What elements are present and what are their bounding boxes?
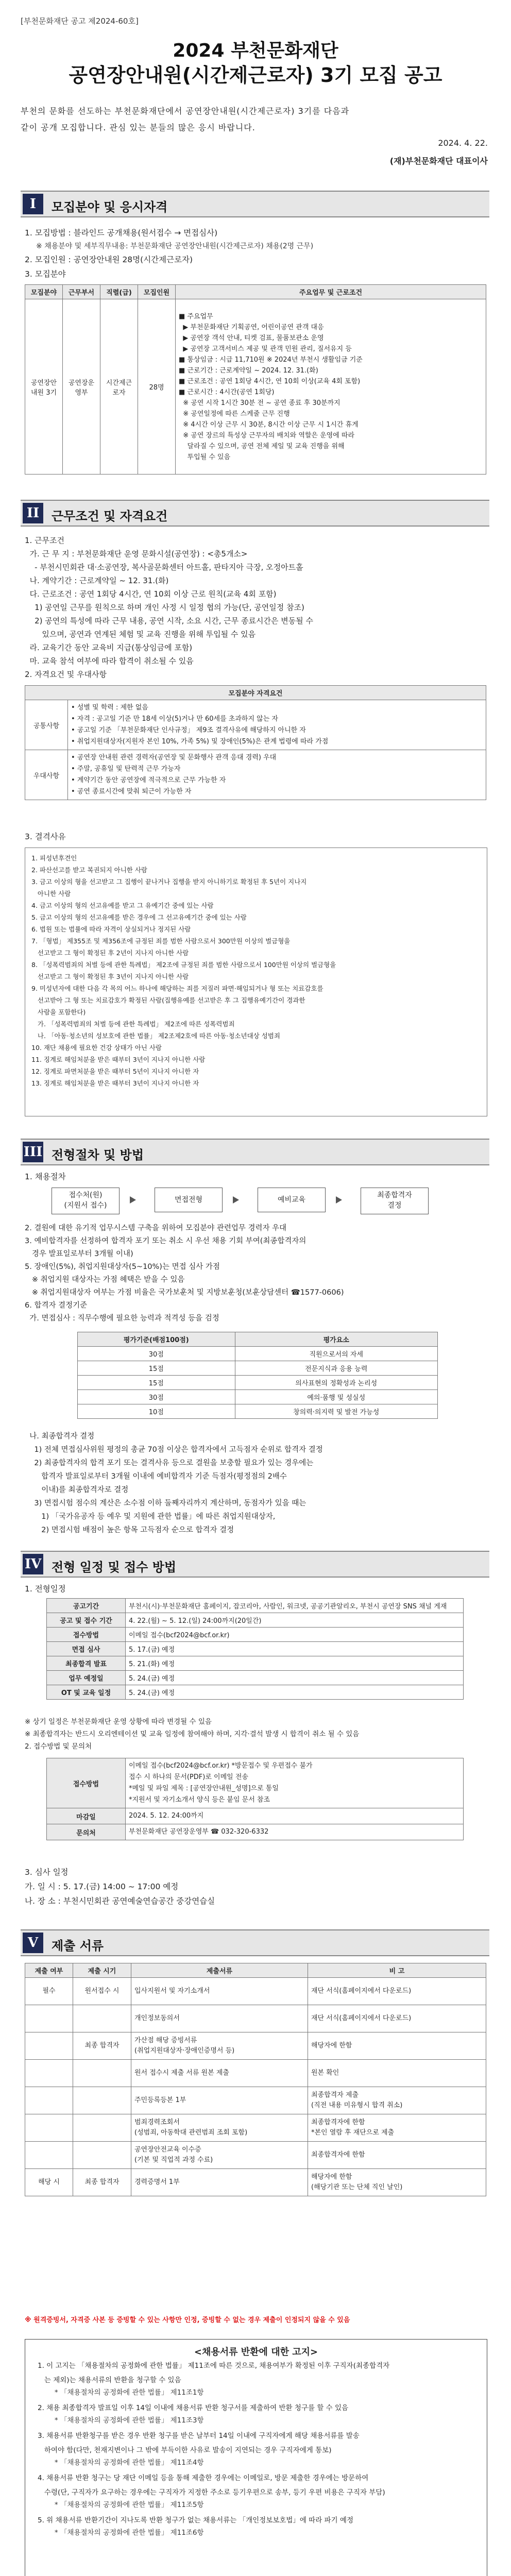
disq-item: 12. 징계로 파면처분을 받은 때부터 5년이 지나지 아니한 자 bbox=[31, 1067, 199, 1075]
intro-line2: 같이 공개 모집합니다. 관심 있는 분들의 많은 응시 바랍니다. bbox=[21, 123, 256, 132]
document-row bbox=[25, 2142, 486, 2169]
decision-line: 2) 면접시험 배점이 높은 항목 고득점자 순으로 합격자 결정 bbox=[25, 1526, 234, 1534]
schedule-row bbox=[47, 1685, 464, 1700]
schedule-label: 면접 심사 bbox=[47, 1642, 126, 1656]
schedule-row bbox=[47, 1613, 464, 1628]
documents-table bbox=[25, 1963, 486, 2196]
duty-line: 투입될 수 있음 bbox=[179, 453, 231, 461]
notice-line: 2. 채용 최종합격자 발표일 이후 14일 이내에 채용서류 반환 청구서를 제출하여 반환 청구를 할 수 있음 bbox=[38, 2404, 349, 2412]
cell-field: 공연장안내원 3기 bbox=[25, 299, 63, 474]
condition-line: 다. 근로조건 : 공연 1회당 4시간, 연 10회 이상 근로 원칙(교육 4회 포함) bbox=[25, 589, 277, 599]
document-row bbox=[25, 2087, 486, 2114]
notice-box bbox=[25, 2339, 487, 2576]
disq-item: 13. 징계로 해임처분을 받은 때부터 3년이 지나지 아니한 자 bbox=[31, 1079, 199, 1087]
qual-label-pref: 우대사항 bbox=[25, 750, 68, 800]
doc-th-required: 제출 여부 bbox=[25, 1963, 73, 1978]
document-cell: 최종합격자에 한함 *본인 열람 후 재단으로 제출 bbox=[308, 2114, 486, 2142]
decision-line: 1) 전체 면접심사위원 평정의 총균 70점 이상은 합격자에서 고득점자 순위로 합격자 결정 bbox=[25, 1446, 323, 1454]
receive-label: 접수방법 bbox=[47, 1758, 126, 1808]
qual-pref-items bbox=[68, 750, 486, 800]
qual-item: • 계약기간 동안 공연장에 적극적으로 근무 가능한 자 bbox=[71, 776, 226, 784]
duty-line: ▶ 공연장 고객서비스 제공 및 관객 민원 관리, 질서유지 등 bbox=[179, 345, 352, 353]
document-row bbox=[25, 1978, 486, 2005]
notice-title: <채용서류 반환에 대한 고지> bbox=[194, 2347, 318, 2358]
decision-line: 이내)를 최종합격자로 결정 bbox=[25, 1486, 129, 1494]
process-line: 3. 예비합격자를 선정하여 합격자 포기 또는 취소 시 우선 채용 기회 부여(최종합격자의 bbox=[25, 1237, 306, 1245]
receive-label: 마감일 bbox=[47, 1808, 126, 1824]
schedule-note: ※ 최종합격자는 반드시 오리엔테이션 및 교육 일정에 참여해야 하며, 지각·결석 발생 시 합격이 취소 될 수 있음 bbox=[25, 1730, 360, 1738]
schedule-row bbox=[47, 1628, 464, 1642]
section-title: 전형절차 및 방법 bbox=[52, 1148, 144, 1162]
qual-item: • 공연 종료시간에 맞춰 퇴근이 가능한 자 bbox=[71, 788, 192, 795]
condition-line: 2) 공연의 특성에 따라 근무 내용, 공연 시작, 소요 시간, 근무 종료시간은 변동될 수 bbox=[25, 616, 313, 625]
schedule-row bbox=[47, 1656, 464, 1671]
process-line: ※ 취업지원대상자 여부는 가점 비율은 국가보훈처 및 지방보훈청(보훈상담센터 ☎1577-0606) bbox=[25, 1289, 344, 1297]
schedule-value: 이메일 접수(bcf2024@bcf.or.kr) bbox=[126, 1628, 464, 1642]
cell-dept: 공연장운영부 bbox=[63, 299, 100, 474]
eval-table bbox=[77, 1332, 438, 1419]
eval-row bbox=[78, 1404, 438, 1419]
cell-duties bbox=[176, 299, 486, 474]
decision-line: 2) 최종합격자의 합격 포기 또는 결격사유 등으로 결원을 보충할 필요가 있는 경우에는 bbox=[25, 1459, 314, 1467]
recruit-table bbox=[25, 284, 486, 474]
qual-header: 모집분야 자격요건 bbox=[25, 686, 486, 700]
flow-step-3: 예비교육 bbox=[258, 1188, 326, 1212]
th-duties: 주요업무 및 근로조건 bbox=[176, 285, 486, 299]
duty-line: ■ 근로시간 : 4시간(공연 1회당) bbox=[179, 388, 275, 396]
notice-line: 하여야 함(다만, 천재지변이나 그 밖에 부득이한 사유로 발송이 지연되는 경우 구직자에게 통보) bbox=[38, 2446, 332, 2454]
document-cell: 재단 서식(홈페이지에서 다운로드) bbox=[308, 1978, 486, 2005]
doc-th-note: 비 고 bbox=[308, 1963, 486, 1978]
duty-line: ※ 공연 시작 1시간 30분 전 ~ 공연 종료 후 30분까지 bbox=[179, 399, 340, 407]
notice-line: 는 제외)는 채용서류의 반환을 청구할 수 있음 bbox=[38, 2376, 181, 2384]
notice-line: * 「채용절차의 공정화에 관한 법률」 제11조3항 bbox=[48, 2416, 204, 2425]
eval-th-score: 평가기준(배점100점) bbox=[78, 1332, 235, 1347]
schedule-value: 4. 22.(월) ~ 5. 12.(일) 24:00까지(20일간) bbox=[126, 1613, 464, 1628]
s1-line2: 2. 모집인원 : 공연장안내원 28명(시간제근로자) bbox=[25, 255, 193, 264]
notice-line: 1. 이 고지는 「채용절차의 공정화에 관한 법률」 제11조에 따른 것으로, 채용여부가 확정된 이후 구직자(최종합격자 bbox=[38, 2362, 390, 2370]
document-cell: 해당 시 bbox=[25, 2169, 73, 2196]
qual-common-items bbox=[68, 700, 486, 750]
duty-line: ※ 공연일정에 따른 스케줄 근무 진행 bbox=[179, 410, 290, 418]
receive-value: 부천문화재단 공연장운영부 ☎ 032-320-6332 bbox=[126, 1824, 464, 1840]
section-5-header bbox=[21, 1929, 489, 1956]
receive-value: 이메일 접수(bcf2024@bcf.or.kr) *방문접수 및 우편접수 불가 접수 시 하나의 문서(PDF)로 이메일 전송 *메일 및 파일 제목 : [공연장안내원_성명]으로 통일 *지원서 및 자기소개서 양식 등은 붙임 문서 참조 bbox=[126, 1758, 464, 1808]
process-line: ※ 취업지원 대상자는 가점 혜택은 받을 수 있음 bbox=[25, 1276, 185, 1284]
duty-line: ■ 주요업무 bbox=[179, 312, 213, 320]
section-title: 제출 서류 bbox=[52, 1939, 104, 1953]
receive-table bbox=[46, 1758, 464, 1840]
disq-item: 7. 「형법」 제355조 및 제356조에 규정된 죄를 범한 사람으로서 300만원 이상의 벌금형을 bbox=[31, 937, 291, 945]
notice-line: * 「채용절차의 공정화에 관한 법률」 제11조6항 bbox=[48, 2529, 204, 2537]
condition-line: 마. 교육 참석 여부에 따라 합격이 취소될 수 있음 bbox=[25, 656, 194, 666]
disq-item: 5. 금고 이상의 형의 선고유예를 받은 경우에 그 선고유예기간 중에 있는 사람 bbox=[31, 913, 247, 921]
cell-grade: 시간제근로자 bbox=[100, 299, 138, 474]
th-field: 모집분야 bbox=[25, 285, 63, 299]
notice-line: * 「채용절차의 공정화에 관한 법률」 제11조1항 bbox=[48, 2388, 204, 2397]
condition-line: 있으며, 공연과 연계된 체험 및 교육 진행을 위해 투입될 수 있음 bbox=[25, 630, 256, 639]
document-cell bbox=[25, 2142, 73, 2169]
flow-arrow-icon bbox=[336, 1196, 342, 1204]
receive-value: 2024. 5. 12. 24:00까지 bbox=[126, 1808, 464, 1824]
condition-line: 가. 근 무 지 : 부천문화재단 운영 문화시설(공연장) : <총5개소> bbox=[25, 549, 248, 558]
duty-line: ※ 4시간 이상 근무 시 30분, 8시간 이상 근무 시 1시간 휴게 bbox=[179, 420, 359, 429]
disq-item: 4. 금고 이상의 형의 선고유예를 받고 그 유예기간 중에 있는 사람 bbox=[31, 902, 214, 909]
disq-box bbox=[25, 848, 487, 1116]
document-cell bbox=[25, 2087, 73, 2114]
section-1-header bbox=[21, 191, 489, 217]
document-cell bbox=[25, 2060, 73, 2087]
s4-notes bbox=[25, 1716, 488, 1753]
receive-row bbox=[47, 1758, 464, 1808]
process-line: 가. 면접심사 : 직무수행에 필요한 능력과 적격성 등을 검정 bbox=[25, 1314, 219, 1323]
document-cell: 재단 서식(홈페이지에서 다운로드) bbox=[308, 2005, 486, 2032]
disq-item: 선고받고 그 형이 확정된 후 2년이 지나지 아니한 사람 bbox=[31, 949, 189, 957]
notice-line: 4. 채용서류 반환 청구는 당 재단 이메일 등을 통해 제출한 경우에는 이메일로, 방문 제출한 경우에는 방문하여 bbox=[38, 2474, 369, 2482]
eval-row bbox=[78, 1347, 438, 1361]
notice-line: 3. 채용서류 반환청구를 받은 경우 반환 청구를 받은 날부터 14일 이내에 구직자에게 해당 채용서류를 발송 bbox=[38, 2432, 360, 2440]
schedule-value: 부천시(시)·부천문화재단 홈페이지, 잡코리아, 사람인, 워크넷, 공공기관알리오, 부천시 공연장 SNS 채널 게재 bbox=[126, 1599, 464, 1613]
s1-line3: 3. 모집분야 bbox=[25, 269, 66, 279]
document-cell: 입사지원서 및 자기소개서 bbox=[131, 1978, 308, 2005]
notice-line: 5. 위 채용서류 반환기간이 지나도록 반환 청구가 없는 채용서류는 「개인정보보호법」에 따라 파기 예정 bbox=[38, 2516, 354, 2524]
document-cell: 최종 합격자 bbox=[73, 2169, 131, 2196]
disq-item: 1. 피성년후견인 bbox=[31, 854, 77, 862]
eval-row bbox=[78, 1361, 438, 1376]
qual-item: • 공연장 안내원 관련 경력자(공연장 및 문화행사 관객 응대 경력) 우대 bbox=[71, 754, 277, 761]
eval-cell: 30점 bbox=[78, 1347, 235, 1361]
receive-label: 문의처 bbox=[47, 1824, 126, 1840]
disq-item: 6. 법원 또는 법률에 따라 자격이 상실되거나 정지된 사람 bbox=[31, 925, 191, 933]
qual-item: • 취업지원대상자(지원자 본인 10%, 가족 5%) 및 장애인(5%)은 관계 법령에 따라 가점 bbox=[71, 738, 329, 745]
duty-line: ■ 근로기간 : 근로계약일 ~ 2024. 12. 31.(화) bbox=[179, 366, 318, 375]
schedule-row bbox=[47, 1599, 464, 1613]
intro-line1: 부천의 문화를 선도하는 부천문화재단에서 공연장안내원(시간제근로자) 3기를 다음과 bbox=[21, 106, 350, 116]
flow-step-1: 접수처(원) (지원서 접수) bbox=[52, 1188, 120, 1214]
duty-line: ■ 통상임금 : 시급 11,710원 ※ 2024년 부천시 생활임금 기준 bbox=[179, 355, 363, 364]
s2-lines bbox=[25, 534, 488, 681]
schedule-label: 공고기간 bbox=[47, 1599, 126, 1613]
disq-item: 11. 징계로 해임처분을 받은 때부터 3년이 지나지 아니한 사람 bbox=[31, 1056, 206, 1063]
duty-line: ▶ 공연장 객석 안내, 티켓 검표, 물품보관소 운영 bbox=[179, 334, 324, 342]
disq-item: 나. 「아동·청소년의 성보호에 관한 법률」 제2조제2호에 따른 아동·청소년대상 성범죄 bbox=[31, 1032, 280, 1040]
document-cell: 최종합격자 제출 (직전 내용 미유형시 합격 취소) bbox=[308, 2087, 486, 2114]
th-dept: 근무부서 bbox=[63, 285, 100, 299]
condition-line: 1. 근무조건 bbox=[25, 536, 65, 545]
s1-line1-sub: ※ 채용분야 및 세부직무내용: 부천문화재단 공연장안내원(시간제근로자) 채용(2명 근무) bbox=[36, 242, 314, 250]
notice-line: 수령(단, 구직자가 요구하는 경우에는 구직자가 지정한 주소로 등기우편으로 송부, 등기 우편 비용은 구직자 부담) bbox=[38, 2488, 385, 2497]
process-line: 2. 결원에 대한 유기적 업무시스템 구축을 위하여 모집분야 관련업무 경력자 우대 bbox=[25, 1224, 287, 1232]
qual-item: • 성별 및 학력 : 제한 없음 bbox=[71, 704, 148, 711]
document-cell: 원서 접수시 제출 서류 원본 제출 bbox=[131, 2060, 308, 2087]
schedule-value: 5. 17.(금) 예정 bbox=[126, 1642, 464, 1656]
qual-label-common: 공통사항 bbox=[25, 700, 68, 750]
th-grade: 직렬(급) bbox=[100, 285, 138, 299]
s2-line3: 3. 결격사유 bbox=[25, 832, 66, 841]
qual-item: • 자격 : 공고일 기준 만 18세 이상(5)거나 만 60세를 초과하지 않는 자 bbox=[71, 715, 278, 723]
decision-line: 합격자 발표일로부터 3개월 이내에 예비합격자 기준 득점자(평정점의 2배수 bbox=[25, 1472, 287, 1481]
section-4-header bbox=[21, 1551, 489, 1578]
schedule-label: 접수방법 bbox=[47, 1628, 126, 1642]
schedule-row bbox=[47, 1671, 464, 1685]
flow-arrow-icon bbox=[130, 1196, 136, 1204]
disq-item: 10. 재단 채용에 필요한 건강 상태가 아닌 사람 bbox=[31, 1044, 162, 1052]
document-cell: 개인정보동의서 bbox=[131, 2005, 308, 2032]
schedule-value: 5. 21.(화) 예정 bbox=[126, 1656, 464, 1671]
process-line: 6. 합격자 결정기준 bbox=[25, 1301, 88, 1310]
document-cell: 필수 bbox=[25, 1978, 73, 2005]
section-number: V bbox=[23, 1933, 43, 1953]
duty-line: ▶ 부천문화재단 기획공연, 어린이공연 관객 대응 bbox=[179, 323, 324, 331]
schedule-note: 2. 접수방법 및 문의처 bbox=[25, 1742, 92, 1751]
duties-list bbox=[179, 311, 483, 463]
cell-count: 28명 bbox=[138, 299, 176, 474]
document-cell bbox=[73, 2087, 131, 2114]
section-number: I bbox=[23, 194, 43, 214]
document-cell bbox=[73, 2142, 131, 2169]
warning-text: ※ 원격증빙서, 자격증 사본 등 증빙할 수 있는 사항만 인정, 증빙할 수 없는 경우 제출이 인정되지 않을 수 있음 bbox=[25, 2316, 350, 2324]
schedule-value: 5. 24.(금) 예정 bbox=[126, 1671, 464, 1685]
duty-line: 달라질 수 있으며, 공연 전체 제일 및 교육 진행을 위해 bbox=[179, 442, 345, 450]
disq-item: 사람을 포함한다) bbox=[31, 1008, 86, 1016]
schedule-value: 5. 24.(금) 예정 bbox=[126, 1685, 464, 1700]
eval-th-item: 평가요소 bbox=[235, 1332, 438, 1347]
section-number: III bbox=[23, 1142, 43, 1162]
duty-line: ※ 공연 장르의 특성상 근무자의 배치와 역할은 운영에 따라 bbox=[179, 431, 355, 439]
eval-cell: 15점 bbox=[78, 1361, 235, 1376]
s4-line3: 3. 심사 일정 bbox=[25, 1868, 69, 1877]
eval-cell: 전문지식과 응용 능력 bbox=[235, 1361, 438, 1376]
document-cell bbox=[73, 2114, 131, 2142]
document-cell: 공연장안전교육 이수증 (기본 및 직업적 과정 수료) bbox=[131, 2142, 308, 2169]
disq-item: 9. 미성년자에 대한 다음 각 목의 어느 하나에 해당하는 죄를 저질러 파면·해임되거나 형 또는 치료감호를 bbox=[31, 985, 323, 992]
section-number: IV bbox=[23, 1554, 43, 1574]
section-title: 전형 일정 및 접수 방법 bbox=[52, 1560, 177, 1574]
section-2-header bbox=[21, 500, 489, 527]
doc-th-when: 제출 시기 bbox=[73, 1963, 131, 1978]
schedule-label: 업무 예정일 bbox=[47, 1671, 126, 1685]
disq-item: 선고받아 그 형 또는 치료감호가 확정된 사람(집행유예를 선고받은 후 그 집행유예기간이 경과한 bbox=[31, 996, 305, 1004]
notice-body bbox=[25, 2358, 487, 2540]
doc-th-doc: 제출서류 bbox=[131, 1963, 308, 1978]
condition-line: 1) 공연일 근무를 원칙으로 하며 개인 사정 시 일정 협의 가능(단, 공연일정 참조) bbox=[25, 603, 304, 612]
title-line1: 2024 부천문화재단 bbox=[173, 40, 338, 61]
document-cell: 해당자에 한함 (해당기관 또는 단체 직인 날인) bbox=[308, 2169, 486, 2196]
receive-row bbox=[47, 1824, 464, 1840]
document-cell: 최종 합격자 bbox=[73, 2032, 131, 2060]
document-cell bbox=[25, 2032, 73, 2060]
document-row bbox=[25, 2114, 486, 2142]
eval-row bbox=[78, 1390, 438, 1404]
disq-item: 8. 「성폭력범죄의 처벌 등에 관한 특례법」 제2조에 규정된 죄를 범한 사람으로서 100만원 이상의 벌금형을 bbox=[31, 961, 336, 969]
eval-cell: 15점 bbox=[78, 1376, 235, 1390]
condition-line: 2. 자격요건 및 우대사항 bbox=[25, 670, 107, 679]
s4-line3b: 나. 장 소 : 부천시민회관 공연예술연습공간 중강연습실 bbox=[25, 1896, 215, 1906]
s4-line1: 1. 전형일정 bbox=[25, 1584, 66, 1594]
qual-table bbox=[25, 685, 486, 800]
s1-line1: 1. 모집방법 : 블라인드 공개채용(원서접수 → 면접심사) bbox=[25, 228, 218, 238]
flow-step-2: 면접전형 bbox=[155, 1188, 223, 1212]
document-cell: 경력증명서 1부 bbox=[131, 2169, 308, 2196]
decision-line: 3) 면접시험 점수의 계산은 소수점 이하 둘째자리까지 계산하며, 동점자가 있을 때는 bbox=[25, 1499, 306, 1507]
document-cell: 최종합격자에 한함 bbox=[308, 2142, 486, 2169]
section-3-header bbox=[21, 1139, 489, 1165]
decision-line: 나. 최종합격자 결정 bbox=[25, 1432, 95, 1440]
s3-lines bbox=[25, 1222, 488, 1325]
qual-item: • 공고일 기준 「부천문화재단 인사규정」 제9조 결격사유에 해당하지 아니한 자 bbox=[71, 726, 306, 734]
flow-arrow-icon bbox=[233, 1196, 239, 1204]
s3-lines2 bbox=[25, 1430, 488, 1537]
document-cell bbox=[25, 2114, 73, 2142]
process-line: 5. 장애인(5%), 취업지원대상자(5~10%)는 면접 심사 가점 bbox=[25, 1263, 220, 1271]
document-cell: 해당자에 한함 bbox=[308, 2032, 486, 2060]
eval-cell: 직원으로서의 자세 bbox=[235, 1347, 438, 1361]
schedule-table bbox=[46, 1598, 464, 1700]
condition-line: 나. 계약기간 : 근로계약일 ~ 12. 31.(화) bbox=[25, 576, 169, 585]
announce-date: 2024. 4. 22. bbox=[438, 138, 488, 148]
schedule-label: 공고 및 접수 기간 bbox=[47, 1613, 126, 1628]
title-line2: 공연장안내원(시간제근로자) 3기 모집 공고 bbox=[69, 64, 442, 87]
document-row bbox=[25, 2032, 486, 2060]
document-cell bbox=[25, 2005, 73, 2032]
schedule-row bbox=[47, 1642, 464, 1656]
disq-list bbox=[25, 848, 487, 1093]
notice-line: * 「채용절차의 공정화에 관한 법률」 제11조4항 bbox=[48, 2459, 204, 2467]
document-cell: 원서접수 시 bbox=[73, 1978, 131, 2005]
section-title: 근무조건 및 자격요건 bbox=[52, 509, 168, 523]
decision-line: 1) 「국가유공자 등 예우 및 지원에 관한 법률」에 따른 취업지원대상자, bbox=[25, 1513, 276, 1521]
eval-cell: 창의력·의지력 및 발전 가능성 bbox=[235, 1404, 438, 1419]
disq-item: 선고받고 그 형이 확정된 후 3년이 지나지 아니한 사람 bbox=[31, 973, 189, 980]
document-row bbox=[25, 2060, 486, 2087]
disq-item: 아니한 사람 bbox=[31, 890, 71, 897]
condition-line: 라. 교육기간 동안 교육비 지급(통상임금에 포함) bbox=[25, 643, 193, 652]
eval-cell: 의사표현의 정확성과 논리성 bbox=[235, 1376, 438, 1390]
document-cell bbox=[73, 2005, 131, 2032]
process-line: 경우 발표일로부터 3개월 이내) bbox=[25, 1250, 133, 1258]
schedule-label: OT 및 교육 일정 bbox=[47, 1685, 126, 1700]
eval-cell: 예의·품행 및 성실성 bbox=[235, 1390, 438, 1404]
document-cell: 가산점 해당 증빙서류 (취업지원대상자·장애인증명서 등) bbox=[131, 2032, 308, 2060]
disq-item: 3. 금고 이상의 형을 선고받고 그 집행이 끝나거나 집행을 받지 아니하기로 확정된 후 5년이 지나지 bbox=[31, 878, 307, 886]
flow-step-4: 최종합격자 결정 bbox=[361, 1188, 429, 1214]
document-row bbox=[25, 2169, 486, 2196]
duty-line: ■ 근로조건 : 공연 1회당 4시간, 연 10회 이상(교육 4회 포함) bbox=[179, 377, 361, 385]
receive-row bbox=[47, 1808, 464, 1824]
document-cell: 원본 확인 bbox=[308, 2060, 486, 2087]
schedule-label: 최종합격 발표 bbox=[47, 1656, 126, 1671]
condition-line: - 부천시민회관 대·소공연장, 복사골문화센터 아트홀, 판타지아 극장, 오정아트홀 bbox=[25, 563, 303, 572]
document-cell: 주민등록등본 1부 bbox=[131, 2087, 308, 2114]
s3-line1: 1. 채용절차 bbox=[25, 1172, 66, 1181]
document-row bbox=[25, 2005, 486, 2032]
eval-cell: 10점 bbox=[78, 1404, 235, 1419]
section-title: 모집분야 및 응시자격 bbox=[52, 200, 168, 214]
section-number: II bbox=[23, 503, 43, 523]
disq-item: 가. 「성폭력범죄의 처벌 등에 관한 특례법」 제2조에 따른 성폭력범죄 bbox=[31, 1020, 235, 1028]
document-cell: 범죄경력조회서 (성범죄, 아동학대 관련범죄 조회 포함) bbox=[131, 2114, 308, 2142]
document-cell bbox=[73, 2060, 131, 2087]
s4-line3a: 가. 일 시 : 5. 17.(금) 14:00 ~ 17:00 예정 bbox=[25, 1882, 179, 1891]
schedule-note: ※ 상기 일정은 부천문화재단 운영 상황에 따라 변경될 수 있음 bbox=[25, 1718, 212, 1726]
notice-line: * 「채용절차의 공정화에 관한 법률」 제11조5항 bbox=[48, 2501, 204, 2509]
disq-item: 2. 파산선고를 받고 복권되지 아니한 사람 bbox=[31, 866, 147, 874]
th-count: 모집인원 bbox=[138, 285, 176, 299]
intro-text bbox=[21, 103, 489, 136]
qual-item: • 주말, 공휴일 및 탄력적 근무 가능자 bbox=[71, 765, 181, 773]
announce-org: (재)부천문화재단 대표이사 bbox=[389, 156, 488, 166]
eval-cell: 30점 bbox=[78, 1390, 235, 1404]
eval-row bbox=[78, 1376, 438, 1390]
notice-number: [부천문화재단 공고 제2024-60호] bbox=[21, 16, 139, 26]
